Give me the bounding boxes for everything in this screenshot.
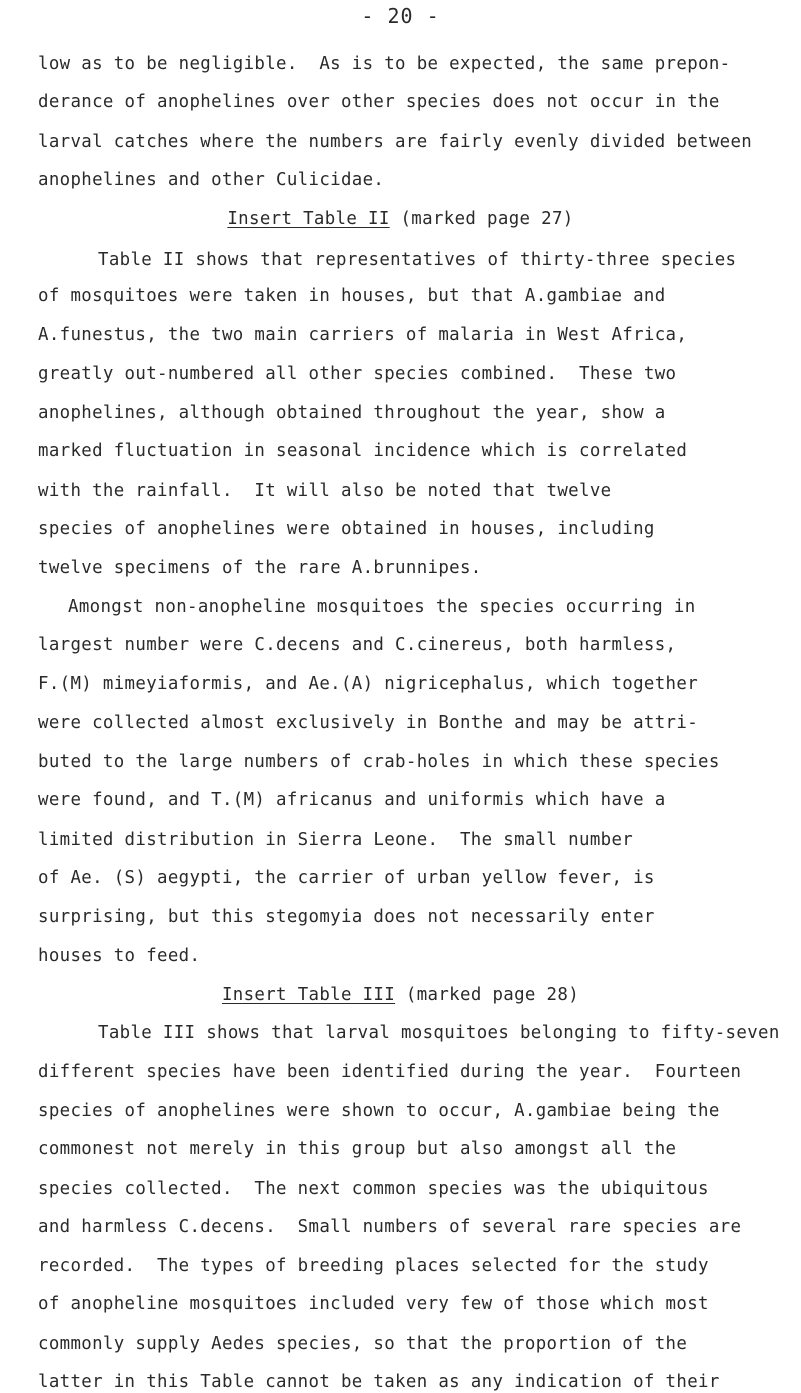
text-line: Insert Table III (marked page 28)	[221, 985, 580, 1005]
text-line: Table II shows that representatives of thirty-three species	[98, 250, 737, 270]
text-line: were collected almost exclusively in Bonthe and may be attri-	[38, 713, 699, 733]
text-line: recorded. The types of breeding places selected for the study	[38, 1256, 709, 1276]
text-line: greatly out-numbered all other species combined. These two	[38, 364, 677, 384]
text-line: twelve specimens of the rare A.brunnipes.	[38, 558, 482, 578]
text-line: Insert Table II (marked page 27)	[227, 209, 574, 229]
text-line: low as to be negligible. As is to be expected, the same prepon-	[38, 54, 731, 74]
text-line: with the rainfall. It will also be noted that twelve	[38, 481, 612, 501]
text-line: Table III shows that larval mosquitoes belonging to fifty-seven	[98, 1023, 780, 1043]
text-line: of anopheline mosquitoes included very few of those which most	[38, 1294, 709, 1314]
text-line: A.funestus, the two main carriers of malaria in West Africa,	[38, 325, 688, 345]
text-line: of mosquitoes were taken in houses, but that A.gambiae and	[38, 286, 666, 306]
text-line: derance of anophelines over other species does not occur in the	[38, 92, 720, 112]
text-line: species of anophelines were obtained in houses, including	[38, 519, 655, 539]
page-number: - 20 -	[361, 4, 440, 28]
text-line: marked fluctuation in seasonal incidence which is correlated	[38, 441, 688, 461]
text-line: F.(M) mimeyiaformis, and Ae.(A) nigricephalus, which together	[38, 674, 699, 694]
text-line: latter in this Table cannot be taken as any indication of their	[38, 1372, 720, 1392]
text-line: largest number were C.decens and C.cinereus, both harmless,	[38, 635, 677, 655]
text-line: Amongst non-anopheline mosquitoes the species occurring in	[68, 597, 696, 617]
text-line: were found, and T.(M) africanus and uniformis which have a	[38, 790, 666, 810]
text-line: of Ae. (S) aegypti, the carrier of urban yellow fever, is	[38, 868, 655, 888]
text-line: different species have been identified during the year. Fourteen	[38, 1062, 742, 1082]
text-line: houses to feed.	[38, 946, 201, 966]
text-line: species collected. The next common species was the ubiquitous	[38, 1179, 709, 1199]
text-line: surprising, but this stegomyia does not necessarily enter	[38, 907, 655, 927]
text-line: species of anophelines were shown to occur, A.gambiae being the	[38, 1101, 720, 1121]
text-line: commonly supply Aedes species, so that the proportion of the	[38, 1334, 688, 1354]
text-line: anophelines, although obtained throughout the year, show a	[38, 403, 666, 423]
text-line: and harmless C.decens. Small numbers of several rare species are	[38, 1217, 742, 1237]
text-line: anophelines and other Culicidae.	[38, 170, 385, 190]
text-line: limited distribution in Sierra Leone. The small number	[38, 830, 634, 850]
text-line: commonest not merely in this group but also amongst all the	[38, 1139, 677, 1159]
text-line: buted to the large numbers of crab-holes in which these species	[38, 752, 720, 772]
text-line: larval catches where the numbers are fairly evenly divided between	[38, 132, 753, 152]
